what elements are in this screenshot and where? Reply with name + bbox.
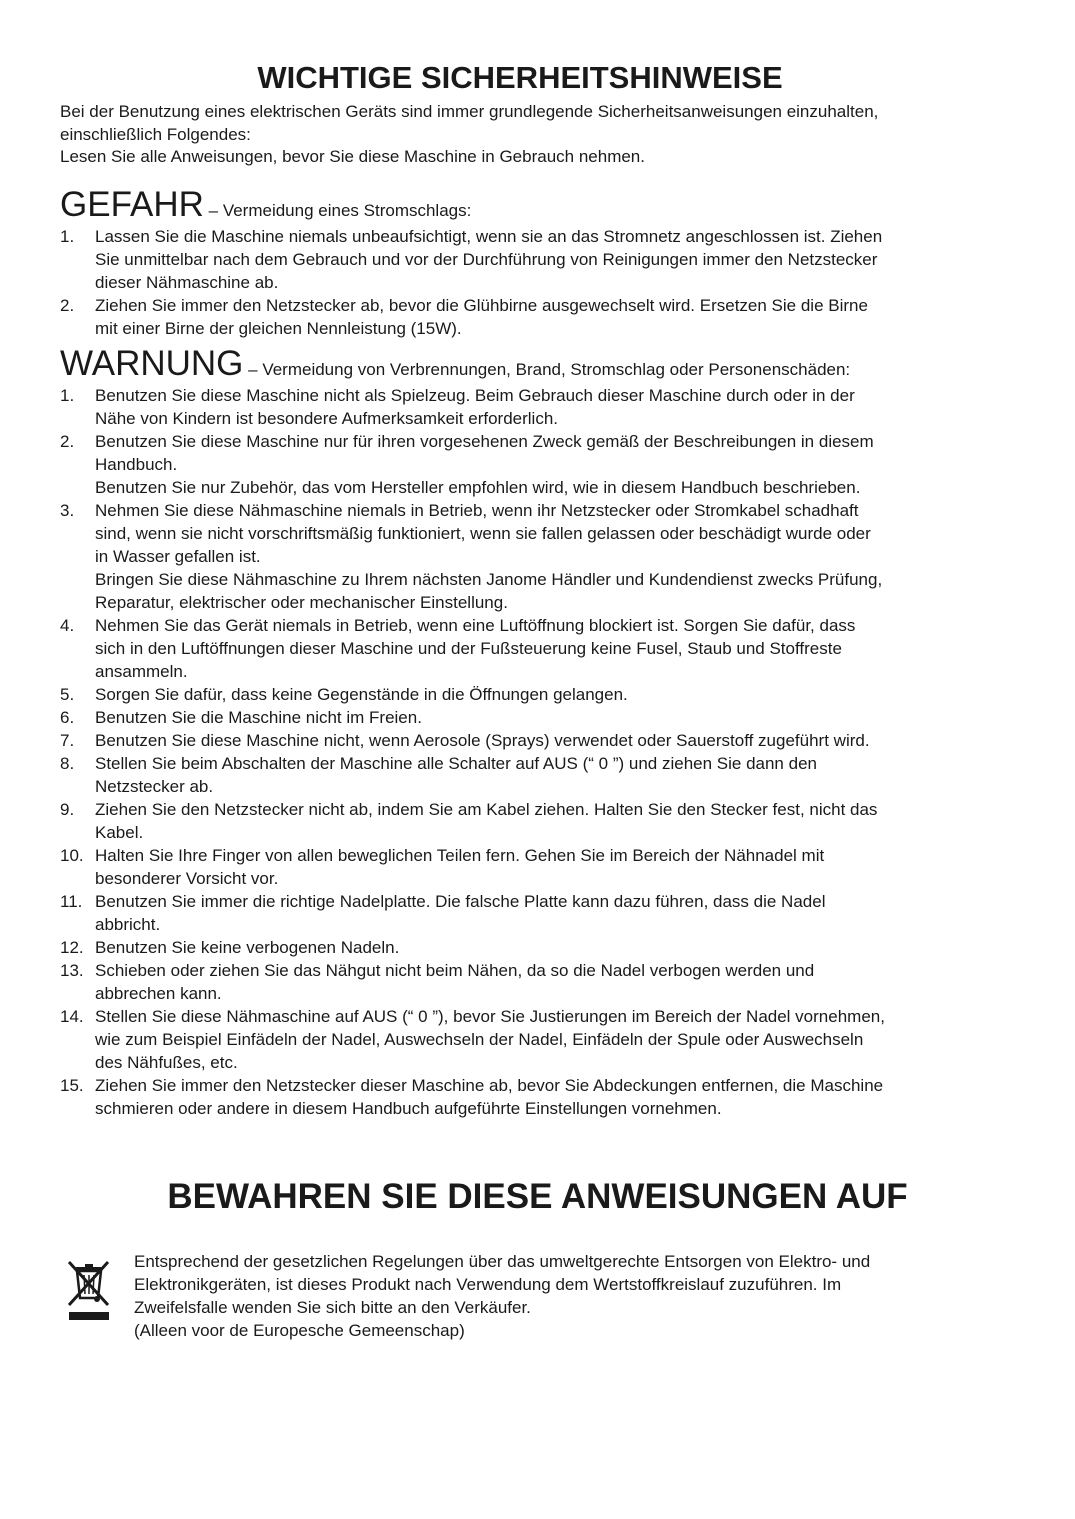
item-line: Lassen Sie die Maschine niemals unbeaufsichtigt, wenn sie an das Stromnetz angeschlossen ist. Ziehen (95, 226, 883, 246)
intro-line: Lesen Sie alle Anweisungen, bevor Sie diese Maschine in Gebrauch nehmen. (60, 147, 645, 166)
item-line: Nähe von Kindern ist besondere Aufmerksamkeit erforderlich. (95, 408, 559, 428)
item-number: 11. (60, 891, 83, 911)
list-item (60, 729, 980, 752)
item-line: Nehmen Sie das Gerät niemals in Betrieb, wenn eine Luftöffnung blockiert ist. Sorgen Sie dafür, dass (95, 615, 856, 635)
disposal-line: Zweifelsfalle wenden Sie sich bitte an den Verkäufer. (134, 1298, 531, 1317)
item-line: Benutzen Sie diese Maschine nicht als Spielzeug. Beim Gebrauch dieser Maschine durch oder in der (95, 385, 855, 405)
item-line: sich in den Luftöffnungen dieser Maschine und der Fußsteuerung keine Fusel, Staub und Stoffreste (95, 638, 842, 658)
item-text (95, 614, 980, 683)
item-line: Benutzen Sie diese Maschine nur für ihren vorgesehenen Zweck gemäß der Beschreibungen in diesem (95, 431, 874, 451)
item-line: Benutzen Sie keine verbogenen Nadeln. (95, 937, 400, 957)
crossed-out-wheelie-bin-icon (66, 1258, 114, 1324)
list-item (60, 384, 980, 430)
item-line: mit einer Birne der gleichen Nennleistung (15W). (95, 318, 462, 338)
list-item (60, 683, 980, 706)
item-line: Ziehen Sie immer den Netzstecker ab, bevor die Glühbirne ausgewechselt wird. Ersetzen Sie die Birne (95, 295, 868, 315)
item-number: 6. (60, 707, 75, 727)
item-line: Benutzen Sie die Maschine nicht im Freien. (95, 707, 422, 727)
warnung-list (60, 384, 980, 1120)
item-line: Benutzen Sie immer die richtige Nadelplatte. Die falsche Platte kann dazu führen, dass die Nadel (95, 891, 826, 911)
item-line: abbrechen kann. (95, 983, 222, 1003)
item-line: ansammeln. (95, 661, 188, 681)
item-text (95, 798, 980, 844)
item-text (95, 706, 980, 729)
list-item (60, 225, 980, 294)
page-title: WICHTIGE SICHERHEITSHINWEISE (257, 60, 783, 95)
item-number: 5. (60, 684, 75, 704)
item-line: schmieren oder andere in diesem Handbuch aufgeführte Einstellungen vornehmen. (95, 1098, 722, 1118)
item-number: 1. (60, 385, 75, 405)
intro-text (60, 101, 980, 169)
item-line: Ziehen Sie den Netzstecker nicht ab, indem Sie am Kabel ziehen. Halten Sie den Stecker fest, nicht das (95, 799, 878, 819)
list-item (60, 890, 980, 936)
item-line: Handbuch. (95, 454, 178, 474)
item-line: Sorgen Sie dafür, dass keine Gegenstände in die Öffnungen gelangen. (95, 684, 628, 704)
item-text (95, 225, 980, 294)
intro-line: Bei der Benutzung eines elektrischen Geräts sind immer grundlegende Sicherheitsanweisungen einzuhalten, (60, 102, 879, 121)
item-text (95, 936, 980, 959)
gefahr-title: GEFAHR (60, 184, 204, 224)
list-item (60, 1005, 980, 1074)
item-text (95, 844, 980, 890)
item-line: Reparatur, elektrischer oder mechanischer Einstellung. (95, 592, 508, 612)
list-item (60, 798, 980, 844)
item-number: 1. (60, 226, 75, 246)
warnung-heading (60, 344, 980, 384)
item-text (95, 294, 980, 340)
list-item (60, 936, 980, 959)
item-number: 10. (60, 845, 84, 865)
list-item (60, 499, 980, 614)
item-text (95, 683, 980, 706)
list-item (60, 1074, 980, 1120)
item-text (95, 499, 980, 614)
list-item (60, 614, 980, 683)
item-line: Stellen Sie diese Nähmaschine auf AUS (“ 0 ”), bevor Sie Justierungen im Bereich der Nadel vornehmen, (95, 1006, 885, 1026)
item-line: des Nähfußes, etc. (95, 1052, 238, 1072)
item-number: 14. (60, 1006, 84, 1026)
item-line: besonderer Vorsicht vor. (95, 868, 279, 888)
item-line: sind, wenn sie nicht vorschriftsmäßig funktioniert, wenn sie fallen gelassen oder beschädigt wurde oder (95, 523, 871, 543)
item-text (95, 890, 980, 936)
item-line: wie zum Beispiel Einfädeln der Nadel, Auswechseln der Nadel, Einfädeln der Spule oder Auswechseln (95, 1029, 864, 1049)
item-line: in Wasser gefallen ist. (95, 546, 261, 566)
item-number: 9. (60, 799, 75, 819)
item-text (95, 752, 980, 798)
item-line: Ziehen Sie immer den Netzstecker dieser Maschine ab, bevor Sie Abdeckungen entfernen, die Maschine (95, 1075, 884, 1095)
list-item (60, 706, 980, 729)
gefahr-subtitle: – Vermeidung eines Stromschlags: (203, 200, 472, 220)
item-text (95, 430, 980, 499)
gefahr-list (60, 225, 980, 340)
disposal-notice (134, 1250, 1014, 1342)
item-line: Nehmen Sie diese Nähmaschine niemals in Betrieb, wenn ihr Netzstecker oder Stromkabel schadhaft (95, 500, 859, 520)
warnung-subtitle: – Vermeidung von Verbrennungen, Brand, Stromschlag oder Personenschäden: (243, 359, 851, 379)
item-number: 4. (60, 615, 75, 635)
gefahr-heading (60, 185, 980, 225)
disposal-line: (Alleen voor de Europesche Gemeenschap) (134, 1321, 465, 1340)
item-number: 15. (60, 1075, 84, 1095)
safety-page (60, 58, 980, 1120)
item-line: Sie unmittelbar nach dem Gebrauch und vor der Durchführung von Reinigungen immer den Netzstecker (95, 249, 878, 269)
item-line: dieser Nähmaschine ab. (95, 272, 279, 292)
item-text (95, 1005, 980, 1074)
item-line: Schieben oder ziehen Sie das Nähgut nicht beim Nähen, da so die Nadel verbogen werden und (95, 960, 815, 980)
item-number: 8. (60, 753, 75, 773)
item-line: Benutzen Sie diese Maschine nicht, wenn Aerosole (Sprays) verwendet oder Sauerstoff zugeführt wird. (95, 730, 870, 750)
item-line: Netzstecker ab. (95, 776, 214, 796)
item-line: Stellen Sie beim Abschalten der Maschine alle Schalter auf AUS (“ 0 ”) und ziehen Sie dann den (95, 753, 817, 773)
item-line: Halten Sie Ihre Finger von allen beweglichen Teilen fern. Gehen Sie im Bereich der Nähnadel mit (95, 845, 825, 865)
list-item (60, 430, 980, 499)
save-instructions-title: BEWAHREN SIE DIESE ANWEISUNGEN AUF (167, 1177, 908, 1216)
item-text (95, 959, 980, 1005)
item-number: 2. (60, 295, 75, 315)
disposal-line: Entsprechend der gesetzlichen Regelungen über das umweltgerechte Entsorgen von Elektro- und (134, 1252, 871, 1271)
item-number: 12. (60, 937, 84, 957)
item-number: 7. (60, 730, 75, 750)
item-text (95, 729, 980, 752)
item-text (95, 384, 980, 430)
item-number: 3. (60, 500, 75, 520)
item-number: 13. (60, 960, 84, 980)
disposal-line: Elektronikgeräten, ist dieses Produkt nach Verwendung dem Wertstoffkreislauf zuzuführen. Im (134, 1275, 842, 1294)
warnung-title: WARNUNG (60, 343, 244, 383)
list-item (60, 959, 980, 1005)
list-item (60, 752, 980, 798)
list-item (60, 294, 980, 340)
item-line: Bringen Sie diese Nähmaschine zu Ihrem nächsten Janome Händler und Kundendienst zwecks Prüfung, (95, 569, 883, 589)
list-item (60, 844, 980, 890)
item-line: Benutzen Sie nur Zubehör, das vom Hersteller empfohlen wird, wie in diesem Handbuch beschrieben. (95, 477, 861, 497)
item-text (95, 1074, 980, 1120)
intro-line: einschließlich Folgendes: (60, 124, 251, 144)
item-line: Kabel. (95, 822, 144, 842)
item-number: 2. (60, 431, 75, 451)
item-line: abbricht. (95, 914, 161, 934)
